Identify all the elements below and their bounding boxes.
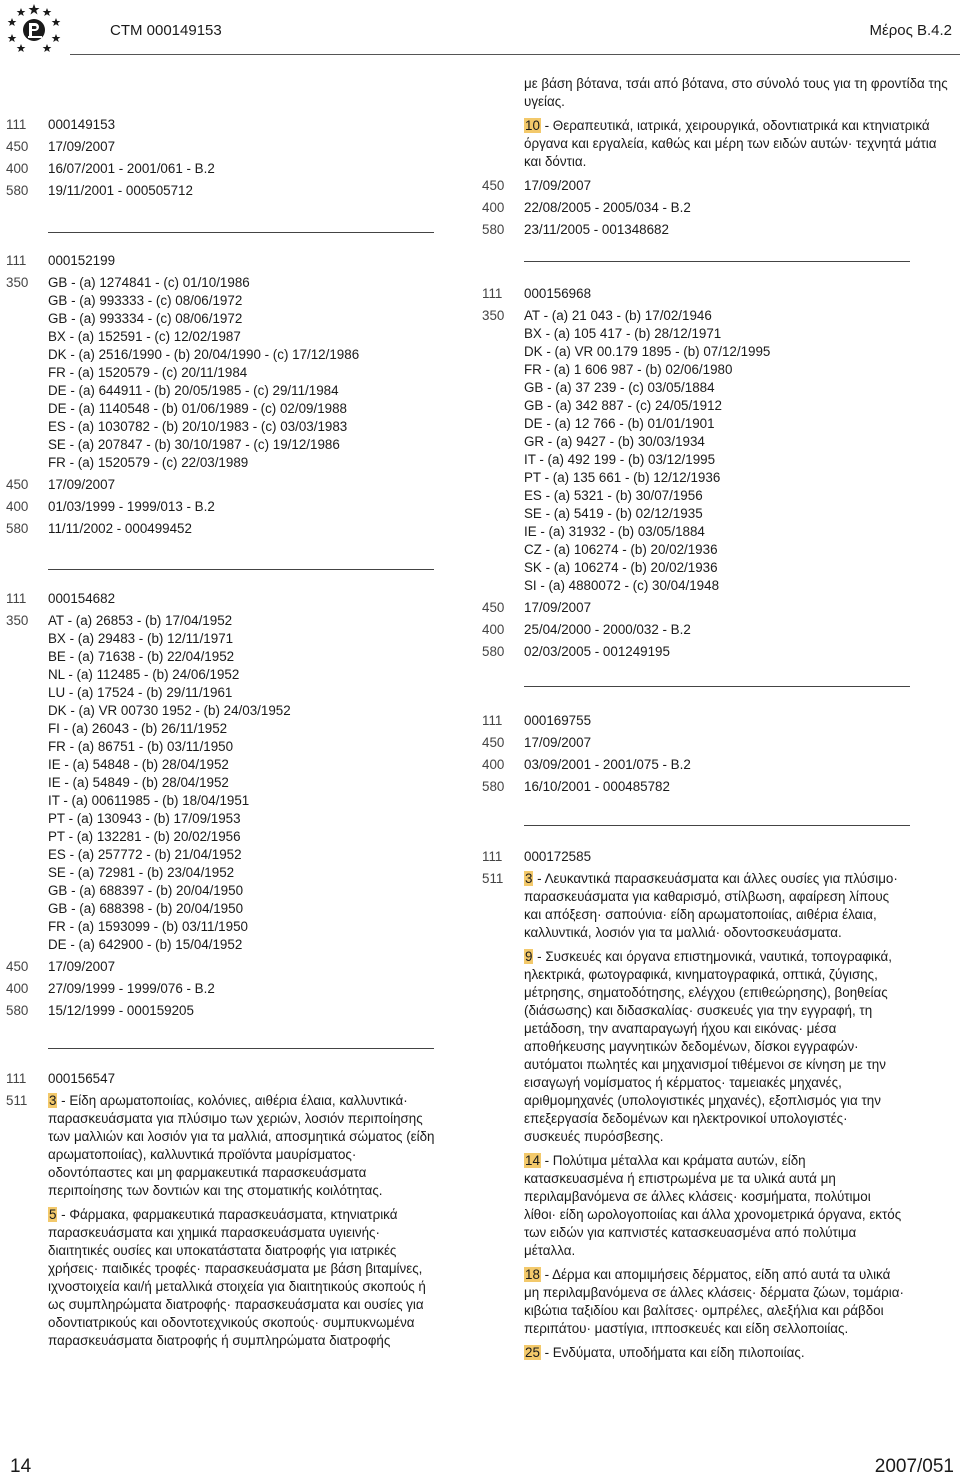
- page-number: 14: [10, 1456, 32, 1477]
- field-value: 17/09/2007: [524, 600, 592, 615]
- field-value: 02/03/2005 - 001249195: [524, 644, 670, 659]
- entry-000149153: [6, 116, 458, 204]
- seniority-line: SE - (a) 5419 - (b) 02/12/1935: [524, 506, 703, 521]
- entry-000156968: [482, 285, 954, 665]
- seniority-line: ES - (a) 1030782 - (b) 20/10/1983 - (c) 03/03/1983: [48, 419, 348, 434]
- seniority-line: BX - (a) 152591 - (c) 12/02/1987: [48, 329, 241, 344]
- field-code: 450: [482, 735, 505, 750]
- seniority-line: ES - (a) 257772 - (b) 21/04/1952: [48, 847, 242, 862]
- field-value: 25/04/2000 - 2000/032 - B.2: [524, 622, 691, 637]
- class-text: - Λευκαντικά παρασκευάσματα και άλλες ουσίες για πλύσιμο· παρασκευάσματα για καθαρισμό, στίλβωση, αφαίρεση λίπους και απόξεση· σαπούνια· είδη αρωματοποιίας, αιθέρια έλαια, καλλυντικά, λοσιόν για τα μαλλιά· οδοντοσκευάσματα.: [524, 871, 898, 940]
- entry-000169755: [482, 712, 954, 800]
- field-value: 03/09/2001 - 2001/075 - B.2: [524, 757, 691, 772]
- field-code: 580: [6, 183, 29, 198]
- class-number: 10: [525, 118, 540, 133]
- seniority-line: FR - (a) 1520579 - (c) 20/11/1984: [48, 365, 248, 380]
- goods-class: [524, 1152, 904, 1260]
- class-number: 14: [525, 1153, 540, 1168]
- field-code: 450: [6, 139, 29, 154]
- seniority-line: GB - (a) 342 887 - (c) 24/05/1912: [524, 398, 722, 413]
- entry-000152199: [6, 252, 458, 542]
- header-doc-id: CTM 000149153: [110, 22, 222, 39]
- goods-class: [524, 870, 904, 942]
- goods-class: [48, 1092, 444, 1200]
- field-value: 23/11/2005 - 001348682: [524, 222, 669, 237]
- seniority-line: SE - (a) 72981 - (b) 23/04/1952: [48, 865, 235, 880]
- seniority-line: CZ - (a) 106274 - (b) 20/02/1936: [524, 542, 718, 557]
- entry-continuation: [482, 75, 954, 243]
- entry-separator: [524, 686, 910, 687]
- entry-separator: [48, 232, 434, 233]
- field-value: 17/09/2007: [48, 139, 116, 154]
- header-divider: [70, 54, 960, 55]
- class-text: - Ενδύματα, υποδήματα και είδη πιλοποιίας.: [540, 1345, 805, 1360]
- field-code: 580: [6, 521, 29, 536]
- goods-class: [524, 117, 950, 171]
- entry-separator: [524, 261, 910, 262]
- entry-separator: [48, 569, 434, 570]
- seniority-line: GB - (a) 993333 - (c) 08/06/1972: [48, 293, 243, 308]
- seniority-line: IT - (a) 00611985 - (b) 18/04/1951: [48, 793, 250, 808]
- field-value: 000154682: [48, 591, 116, 606]
- seniority-line: FR - (a) 1593099 - (b) 03/11/1950: [48, 919, 248, 934]
- seniority-line: GB - (a) 993334 - (c) 08/06/1972: [48, 311, 243, 326]
- field-value: 17/09/2007: [524, 178, 592, 193]
- goods-class: [524, 948, 904, 1146]
- field-value: 16/07/2001 - 2001/061 - B.2: [48, 161, 215, 176]
- seniority-line: SK - (a) 106274 - (b) 20/02/1936: [524, 560, 718, 575]
- seniority-line: DE - (a) 642900 - (b) 15/04/1952: [48, 937, 243, 952]
- seniority-line: BX - (a) 29483 - (b) 12/11/1971: [48, 631, 234, 646]
- field-code: 111: [482, 849, 503, 864]
- field-code: 111: [6, 117, 27, 132]
- seniority-line: GB - (a) 688397 - (b) 20/04/1950: [48, 883, 244, 898]
- field-value: 17/09/2007: [524, 735, 592, 750]
- field-code: 111: [482, 286, 503, 301]
- ohim-logo: [6, 2, 62, 58]
- field-code: 400: [482, 622, 505, 637]
- seniority-line: DE - (a) 1140548 - (b) 01/06/1989 - (c) 02/09/1988: [48, 401, 347, 416]
- field-value: 11/11/2002 - 000499452: [48, 521, 192, 536]
- seniority-line: IT - (a) 492 199 - (b) 03/12/1995: [524, 452, 716, 467]
- seniority-line: AT - (a) 26853 - (b) 17/04/1952: [48, 613, 233, 628]
- class-text: - Φάρμακα, φαρμακευτικά παρασκευάσματα, κτηνιατρικά παρασκευάσματα και χημικά παρασκευάσματα υγιεινής· διαιτητικές ουσίες και υποκατάστατα διατροφής για ιατρικές χρήσεις· παιδικές τροφές· παρασκευάσματα με βάση βιταμίνες, ιχνοστοιχεία και/ή μεταλλικά στοιχεία για διαιτητικούς σκοπούς ή ως συμπληρώματα διατροφής· παρασκευάσματα και ουσίες για οδοντιατρικούς και οδοντοτεχνικούς σκοπούς· συμπυκνωμένα παρασκευάσματα διατροφής ή συμπληρώματα διατροφής: [48, 1207, 426, 1348]
- field-value: 000172585: [524, 849, 592, 864]
- field-code: 450: [6, 959, 29, 974]
- field-code: 580: [482, 779, 505, 794]
- class-text: - Πολύτιμα μέταλλα και κράματα αυτών, είδη κατασκευασμένα ή επιστρωμένα με τα υλικά αυτά μη περιλαμβανόμενα σε άλλες κλάσεις· κοσμήματα, πολύτιμοι λίθοι· είδη ωρολογοποιίας και άλλα χρονομετρικά όργανα, εκτός των ειδών για καπνιστές κατασκευασμένα από πολύτιμα μέταλλα.: [524, 1153, 902, 1258]
- field-value: 000156968: [524, 286, 592, 301]
- entry-000172585: [482, 848, 954, 1372]
- field-code: 350: [482, 308, 505, 323]
- seniority-line: GB - (a) 37 239 - (c) 03/05/1884: [524, 380, 715, 395]
- seniority-line: FR - (a) 86751 - (b) 03/11/1950: [48, 739, 234, 754]
- header-part: Μέρος Β.4.2: [869, 22, 952, 39]
- field-code: 400: [6, 981, 29, 996]
- field-code: 111: [482, 713, 503, 728]
- seniority-line: FR - (a) 1520579 - (c) 22/03/1989: [48, 455, 249, 470]
- field-code: 400: [482, 200, 505, 215]
- seniority-line: GB - (a) 688398 - (b) 20/04/1950: [48, 901, 244, 916]
- field-code: 450: [482, 600, 505, 615]
- field-code: 400: [482, 757, 505, 772]
- seniority-line: IE - (a) 31932 - (b) 03/05/1884: [524, 524, 705, 539]
- field-code: 111: [6, 591, 27, 606]
- field-code: 111: [6, 1071, 27, 1086]
- seniority-line: LU - (a) 17524 - (b) 29/11/1961: [48, 685, 233, 700]
- field-code: 350: [6, 613, 29, 628]
- class-number: 25: [525, 1345, 540, 1360]
- seniority-line: DK - (a) VR 00730 1952 - (b) 24/03/1952: [48, 703, 291, 718]
- seniority-line: FR - (a) 1 606 987 - (b) 02/06/1980: [524, 362, 733, 377]
- seniority-line: ES - (a) 5321 - (b) 30/07/1956: [524, 488, 703, 503]
- class-text: - Θεραπευτικά, ιατρικά, χειρουργικά, οδοντιατρικά και κτηνιατρικά όργανα και εργαλεία, καθώς και μέρη των ειδών αυτών· τεχνητά μάτια και δόντια.: [524, 118, 937, 169]
- entry-separator: [524, 825, 910, 826]
- class-text: - Δέρμα και απομιμήσεις δέρματος, είδη από αυτά τα υλικά μη περιλαμβανόμενα σε άλλες κλάσεις· δέρματα ζώων, τομάρια· κιβώτια ταξιδίου και βαλίτσες· ομπρέλες, αλεξήλια και ράβδοι περιπάτου· μαστίγια, ιπποσκευές και είδη σελλοποιίας.: [524, 1267, 904, 1336]
- seniority-line: PT - (a) 135 661 - (b) 12/12/1936: [524, 470, 721, 485]
- seniority-line: NL - (a) 112485 - (b) 24/06/1952: [48, 667, 240, 682]
- class-number: 5: [49, 1207, 57, 1222]
- field-code: 111: [6, 253, 27, 268]
- seniority-line: GR - (a) 9427 - (b) 30/03/1934: [524, 434, 705, 449]
- field-value: 22/08/2005 - 2005/034 - B.2: [524, 200, 691, 215]
- field-code: 580: [482, 644, 505, 659]
- field-code: 350: [6, 275, 29, 290]
- seniority-line: SE - (a) 207847 - (b) 30/10/1987 - (c) 19/12/1986: [48, 437, 340, 452]
- class-text: - Είδη αρωματοποιίας, κολόνιες, αιθέρια έλαια, καλλυντικά· παρασκευάσματα για πλύσιμο των χεριών, λοσιόν περιποίησης των μαλλιών και λοσιόν για τα μαλλιά, αποσμητικά σώματος (είδη αρωματοποιίας), καλλυντικά προϊόντα μαυρίσματος· οδοντόπαστες και μη φαρμακευτικά παρασκευάσματα περιποίησης των δοντιών και της στοματικής κοιλότητας.: [48, 1093, 435, 1198]
- field-value: 17/09/2007: [48, 959, 116, 974]
- seniority-line: IE - (a) 54848 - (b) 28/04/1952: [48, 757, 229, 772]
- goods-class: [524, 1266, 904, 1338]
- seniority-line: SI - (a) 4880072 - (c) 30/04/1948: [524, 578, 720, 593]
- seniority-line: PT - (a) 132281 - (b) 20/02/1956: [48, 829, 241, 844]
- continued-text: με βάση βότανα, τσάι από βότανα, στο σύνολό τους για τη φροντίδα της υγείας.: [524, 76, 948, 109]
- bulletin-issue: 2007/051: [874, 1456, 954, 1477]
- class-number: 3: [525, 871, 533, 886]
- field-value: 000169755: [524, 713, 592, 728]
- field-value: 17/09/2007: [48, 477, 116, 492]
- seniority-line: DE - (a) 644911 - (b) 20/05/1985 - (c) 29/11/1984: [48, 383, 339, 398]
- field-value: 15/12/1999 - 000159205: [48, 1003, 194, 1018]
- field-value: 27/09/1999 - 1999/076 - B.2: [48, 981, 215, 996]
- class-number: 18: [525, 1267, 540, 1282]
- goods-class: [524, 1344, 904, 1362]
- class-number: 9: [525, 949, 533, 964]
- field-code: 580: [6, 1003, 29, 1018]
- seniority-line: PT - (a) 130943 - (b) 17/09/1953: [48, 811, 241, 826]
- seniority-line: GB - (a) 1274841 - (c) 01/10/1986: [48, 275, 250, 290]
- field-value: 16/10/2001 - 000485782: [524, 779, 670, 794]
- field-value: 000156547: [48, 1071, 116, 1086]
- class-number: 3: [49, 1093, 57, 1108]
- field-value: 000152199: [48, 253, 116, 268]
- field-code: 511: [6, 1093, 28, 1108]
- field-code: 400: [6, 499, 29, 514]
- seniority-line: DK - (a) 2516/1990 - (b) 20/04/1990 - (c) 17/12/1986: [48, 347, 360, 362]
- seniority-line: DE - (a) 12 766 - (b) 01/01/1901: [524, 416, 715, 431]
- seniority-line: IE - (a) 54849 - (b) 28/04/1952: [48, 775, 229, 790]
- entry-000154682: [6, 590, 458, 1024]
- goods-class: [48, 1206, 444, 1350]
- field-value: 19/11/2001 - 000505712: [48, 183, 193, 198]
- field-value: 01/03/1999 - 1999/013 - B.2: [48, 499, 215, 514]
- seniority-line: AT - (a) 21 043 - (b) 17/02/1946: [524, 308, 712, 323]
- field-code: 400: [6, 161, 29, 176]
- field-code: 450: [482, 178, 505, 193]
- field-code: 450: [6, 477, 29, 492]
- field-value: 000149153: [48, 117, 116, 132]
- seniority-line: BE - (a) 71638 - (b) 22/04/1952: [48, 649, 235, 664]
- class-text: - Συσκευές και όργανα επιστημονικά, ναυτικά, τοπογραφικά, ηλεκτρικά, φωτογραφικά, κινηματογραφικά, οπτικά, ζύγισης, μέτρησης, σηματοδότησης, ελέγχου (επιθεώρησης), βοηθείας (διάσωσης) και διδασκαλίας· συσκευές για την εγγραφή, τη μετάδοση, την αναπαραγωγή ήχου και εικόνας· μέσα αποθήκευσης μαγνητικών δεδομένων, δίσκοι εγγραφών· αυτόματοι πωλητές και μηχανισμοί τιθέμενοι σε κίνηση με την εισαγωγή νομίσματος ή κέρματος· ταμειακές μηχανές, αριθμομηχανές (υπολογιστικές μηχανές), εξοπλισμός για την επεξεργασία δεδομένων και ηλεκτρονικοί υπολογιστές· συσκευές πυρόσβεσης.: [524, 949, 893, 1144]
- field-code: 580: [482, 222, 505, 237]
- seniority-line: FI - (a) 26043 - (b) 26/11/1952: [48, 721, 228, 736]
- entry-separator: [48, 1048, 434, 1049]
- entry-000156547: [6, 1070, 458, 1360]
- seniority-line: BX - (a) 105 417 - (b) 28/12/1971: [524, 326, 722, 341]
- seniority-line: DK - (a) VR 00.179 1895 - (b) 07/12/1995: [524, 344, 771, 359]
- field-code: 511: [482, 871, 504, 886]
